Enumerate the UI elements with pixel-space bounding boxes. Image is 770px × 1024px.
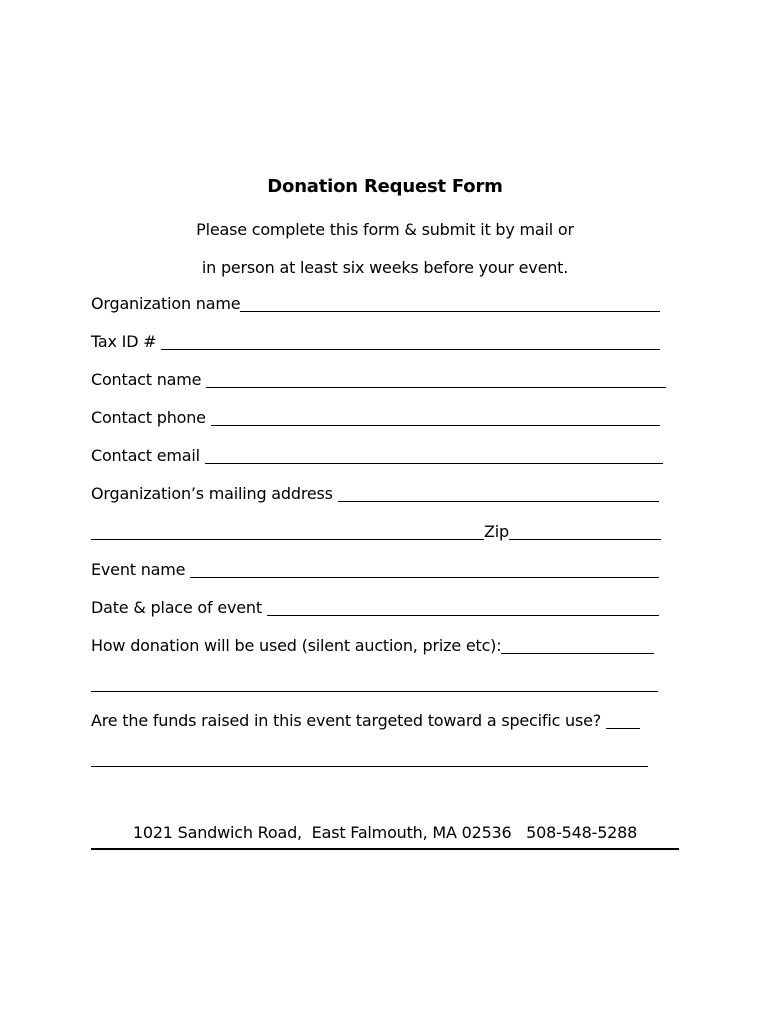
- date-place-label: Date & place of event: [91, 598, 262, 617]
- organization-name-row: [91, 293, 660, 315]
- funds-question-answer-blank[interactable]: [606, 727, 640, 729]
- funds-question-row: [91, 710, 640, 732]
- funds-question-label: Are the funds raised in this event targeted toward a specific use?: [91, 711, 602, 730]
- date-place-blank[interactable]: [267, 614, 659, 616]
- organization-name-label: Organization name: [91, 294, 241, 313]
- contact-phone-label: Contact phone: [91, 408, 206, 427]
- zip-label: Zip: [484, 522, 509, 541]
- donation-use-line-2-blank[interactable]: [91, 690, 658, 692]
- intro-line-1: Please complete this form & submit it by mail or: [196, 220, 574, 239]
- funds-question-line-2-row: [91, 748, 648, 770]
- event-name-label: Event name: [91, 560, 186, 579]
- intro-line-2: in person at least six weeks before your event.: [201, 258, 569, 277]
- donation-use-label: How donation will be used (silent auction, prize etc):: [91, 636, 502, 655]
- organization-name-blank[interactable]: [240, 310, 660, 312]
- event-name-blank[interactable]: [190, 576, 659, 578]
- address-zip-row: [91, 521, 661, 543]
- tax-id-label: Tax ID #: [91, 332, 157, 351]
- contact-email-blank[interactable]: [205, 462, 663, 464]
- footer-divider: [91, 848, 679, 850]
- footer-address: 1021 Sandwich Road, East Falmouth, MA 02536 508-548-5288: [132, 823, 638, 842]
- contact-phone-blank[interactable]: [211, 424, 660, 426]
- donation-use-blank[interactable]: [501, 652, 654, 654]
- donation-use-row: [91, 635, 654, 657]
- mailing-address-blank[interactable]: [338, 500, 659, 502]
- tax-id-row: [91, 331, 660, 353]
- mailing-address-label: Organization’s mailing address: [91, 484, 333, 503]
- contact-name-blank[interactable]: [206, 386, 666, 388]
- zip-blank[interactable]: [509, 538, 661, 540]
- contact-name-label: Contact name: [91, 370, 202, 389]
- contact-phone-row: [91, 407, 660, 429]
- funds-question-line-2-blank[interactable]: [91, 765, 648, 767]
- form-title: Donation Request Form: [267, 176, 503, 197]
- donation-use-line-2-row: [91, 673, 658, 695]
- tax-id-blank[interactable]: [161, 348, 660, 350]
- contact-name-row: [91, 369, 666, 391]
- event-name-row: [91, 559, 659, 581]
- mailing-address-line-2-blank[interactable]: [91, 538, 484, 540]
- contact-email-row: [91, 445, 663, 467]
- contact-email-label: Contact email: [91, 446, 200, 465]
- mailing-address-row: [91, 483, 659, 505]
- date-place-row: [91, 597, 659, 619]
